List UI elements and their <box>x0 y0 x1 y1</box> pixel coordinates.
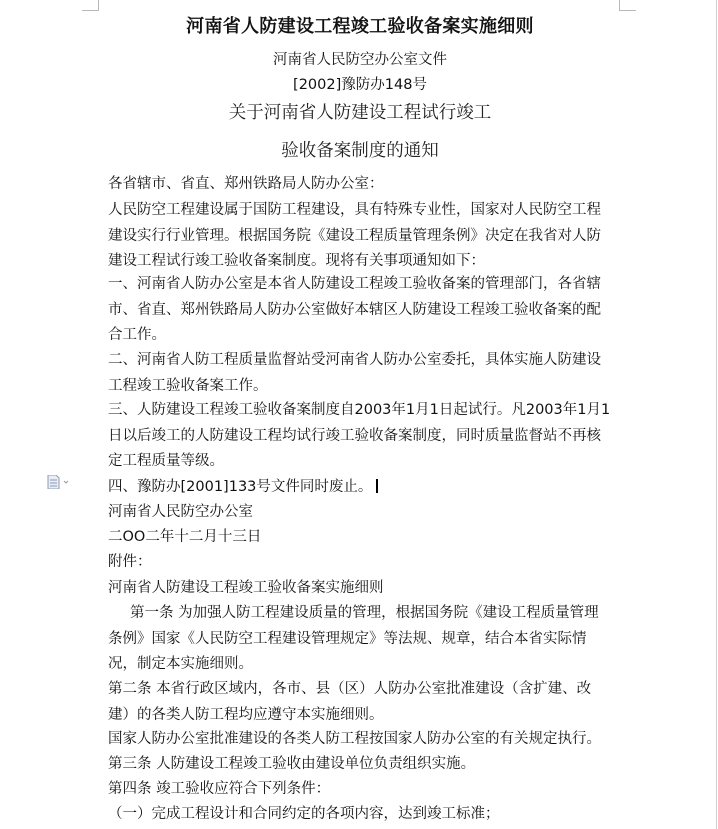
paragraph-item-1: 一、河南省人防办公室是本省人防建设工程竣工验收备案的管理部门，各省辖市、省直、郑州铁路局人防办公室做好本辖区人防建设工程竣工验收备案的配合工作。 <box>108 276 601 343</box>
text-cursor <box>376 479 378 493</box>
article-3: 第三条 人防建设工程竣工验收由建设单位负责组织实施。 <box>108 756 476 772</box>
article-2-note: 国家人防办公室批准建设的各类人防工程按国家人防办公室的有关规定执行。 <box>108 731 601 747</box>
signature-issuer: 河南省人民防空办公室 <box>108 504 253 520</box>
article-1: 第一条 为加强人防工程建设质量的管理，根据国务院《建设工程质量管理条例》国家《人民防空工程建设管理规定》等法规、规章，结合本省实际情况，制定本实施细则。 <box>108 605 599 672</box>
margin-corner-top-left <box>82 0 99 11</box>
attachment-title: 河南省人防建设工程竣工验收备案实施细则 <box>108 580 384 596</box>
paragraph-item-3: 三、人防建设工程竣工验收备案制度自2003年1月1日起试行。凡2003年1月1日以后竣工的人防建设工程均试行竣工验收备案制度，同时质量监督站不再核定工程质量等级。 <box>108 402 611 469</box>
margin-corner-top-right <box>619 0 636 11</box>
document-title: 河南省人防建设工程竣工验收备案实施细则 <box>186 16 534 37</box>
document-icon[interactable] <box>47 474 71 488</box>
document-number: [2002]豫防办148号 <box>293 77 427 93</box>
article-4-item-1: （一）完成工程设计和合同约定的各项内容，达到竣工标准； <box>108 806 500 822</box>
issuer-header: 河南省人民防空办公室文件 <box>273 52 447 68</box>
article-2: 第二条 本省行政区域内，各市、县（区）人防办公室批准建设（含扩建、改建）的各类人防工程均应遵守本实施细则。 <box>108 681 592 723</box>
page-right-border <box>716 0 717 829</box>
paragraph-salutation: 各省辖市、省直、郑州铁路局人防办公室： <box>108 176 384 192</box>
paragraph-item-2: 二、河南省人防工程质量监督站受河南省人防办公室委托，具体实施人防建设工程竣工验收备案工作。 <box>108 352 601 394</box>
signature-date: 二OO二年十二月十三日 <box>108 529 262 545</box>
paragraph-item-4-text: 四、豫防办[2001]133号文件同时废止。 <box>108 479 373 495</box>
attachment-label: 附件： <box>108 554 152 570</box>
subject-line-1: 关于河南省人防建设工程试行竣工 <box>228 103 492 123</box>
paragraph-item-4 <box>108 475 612 501</box>
subject-line-2: 验收备案制度的通知 <box>281 141 439 161</box>
paragraph-intro: 人民防空工程建设属于国防工程建设，具有特殊专业性，国家对人民防空工程建设实行行业管理。根据国务院《建设工程质量管理条例》决定在我省对人防建设工程试行竣工验收备案制度。现将有关事项通知如下： <box>108 202 601 269</box>
article-4: 第四条 竣工验收应符合下列条件： <box>108 781 331 797</box>
